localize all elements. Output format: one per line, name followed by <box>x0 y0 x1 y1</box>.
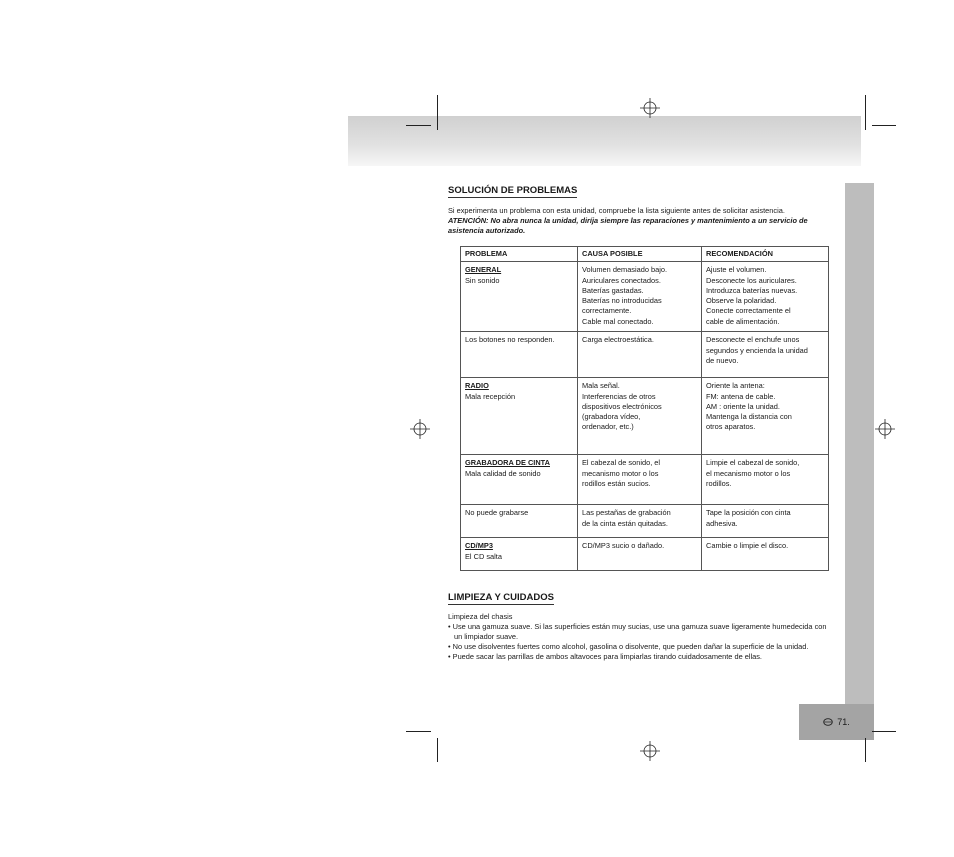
list-item: • No use disolventes fuertes como alcohol, gasolina o disolvente, que pueden dañar la superficie de la unidad. <box>448 642 809 651</box>
table-row <box>461 455 829 505</box>
cause-cell: Volumen demasiado bajo. Auriculares conectados. Baterías gastadas. Baterías no introducidas correctamente. Cable mal conectado. <box>578 262 702 332</box>
warning-text: ATENCIÓN: No abra nunca la unidad, diríja siempre las reparaciones y mantenimiento a un servicio de asistencia autorizado. <box>448 216 808 235</box>
list-item: • Puede sacar las parrillas de ambos altavoces para limpiarlas tirando cuidadosamente de ellas. <box>448 652 762 661</box>
problem-cell <box>461 455 578 505</box>
crop-mark <box>406 731 431 732</box>
problem-text: No puede grabarse <box>465 508 529 518</box>
header-band <box>348 116 861 166</box>
table-row <box>461 538 829 571</box>
side-tab-bar <box>845 183 874 705</box>
cause-cell: Carga electroestática. <box>578 332 702 378</box>
remedy-cell: Oriente la antena: FM: antena de cable. AM : oriente la unidad. Mantenga la distancia con otros aparatos. <box>702 378 829 455</box>
registration-crosshair-icon <box>875 419 895 439</box>
category-label: CD/MP3 <box>465 541 493 551</box>
problem-cell <box>461 505 578 538</box>
intro-paragraph <box>448 206 840 236</box>
problem-text: Mala recepción <box>465 391 516 401</box>
section-title-cleaning: LIMPIEZA Y CUIDADOS <box>448 592 554 603</box>
crop-mark <box>437 95 438 130</box>
remedy-cell: Desconecte el enchufe unos segundos y encienda la unidad de nuevo. <box>702 332 829 378</box>
category-label: GRABADORA DE CINTA <box>465 458 550 468</box>
problem-text: El CD salta <box>465 551 502 561</box>
header-remedy: RECOMENDACIÓN <box>702 247 829 262</box>
registration-crosshair-icon <box>640 98 660 118</box>
registration-crosshair-icon <box>410 419 430 439</box>
cleaning-subtitle: Limpieza del chasis <box>448 612 513 621</box>
cause-cell: Mala señal. Interferencias de otros dispositivos electrónicos (grabadora vídeo, ordenador, etc.) <box>578 378 702 455</box>
troubleshooting-table <box>460 246 829 571</box>
table-header-row <box>461 247 829 262</box>
list-item: • Use una gamuza suave. Si las superficies están muy sucias, use una gamuza suave ligeramente humedecida con un limpiador suave. <box>448 622 827 641</box>
problem-text: Mala calidad de sonido <box>465 468 541 478</box>
registration-crosshair-icon <box>640 741 660 761</box>
table-row <box>461 262 829 332</box>
table-row <box>461 378 829 455</box>
problem-text: Los botones no responden. <box>465 335 555 345</box>
cause-cell: Las pestañas de grabación de la cinta están quitadas. <box>578 505 702 538</box>
table-row <box>461 332 829 378</box>
page-number: 71. <box>837 717 850 727</box>
cause-cell: El cabezal de sonido, el mecanismo motor o los rodillos están sucios. <box>578 455 702 505</box>
problem-cell <box>461 262 578 332</box>
page-number-box <box>799 704 874 740</box>
language-globe-icon <box>823 718 833 726</box>
category-label: RADIO <box>465 381 489 391</box>
crop-mark <box>872 731 896 732</box>
crop-mark <box>872 125 896 126</box>
problem-cell <box>461 538 578 571</box>
crop-mark <box>865 738 866 762</box>
crop-mark <box>406 125 431 126</box>
header-problem: PROBLEMA <box>461 247 578 262</box>
header-cause: CAUSA POSIBLE <box>578 247 702 262</box>
problem-cell <box>461 332 578 378</box>
crop-mark <box>865 95 866 130</box>
remedy-cell: Ajuste el volumen. Desconecte los auriculares. Introduzca baterías nuevas. Observe la polaridad. Conecte correctamente el cable de alimentación. <box>702 262 829 332</box>
table-row <box>461 505 829 538</box>
intro-text: Si experimenta un problema con esta unidad, compruebe la lista siguiente antes de solicitar asistencia. <box>448 206 785 215</box>
remedy-cell: Limpie el cabezal de sonido, el mecanismo motor o los rodillos. <box>702 455 829 505</box>
crop-mark <box>437 738 438 762</box>
section-title-troubleshooting: SOLUCIÓN DE PROBLEMAS <box>448 185 578 196</box>
remedy-cell: Cambie o limpie el disco. <box>702 538 829 571</box>
remedy-cell: Tape la posición con cinta adhesiva. <box>702 505 829 538</box>
category-label: GENERAL <box>465 265 502 275</box>
problem-text: Sin sonido <box>465 275 500 285</box>
cleaning-section <box>448 612 832 662</box>
cause-cell: CD/MP3 sucio o dañado. <box>578 538 702 571</box>
problem-cell <box>461 378 578 455</box>
